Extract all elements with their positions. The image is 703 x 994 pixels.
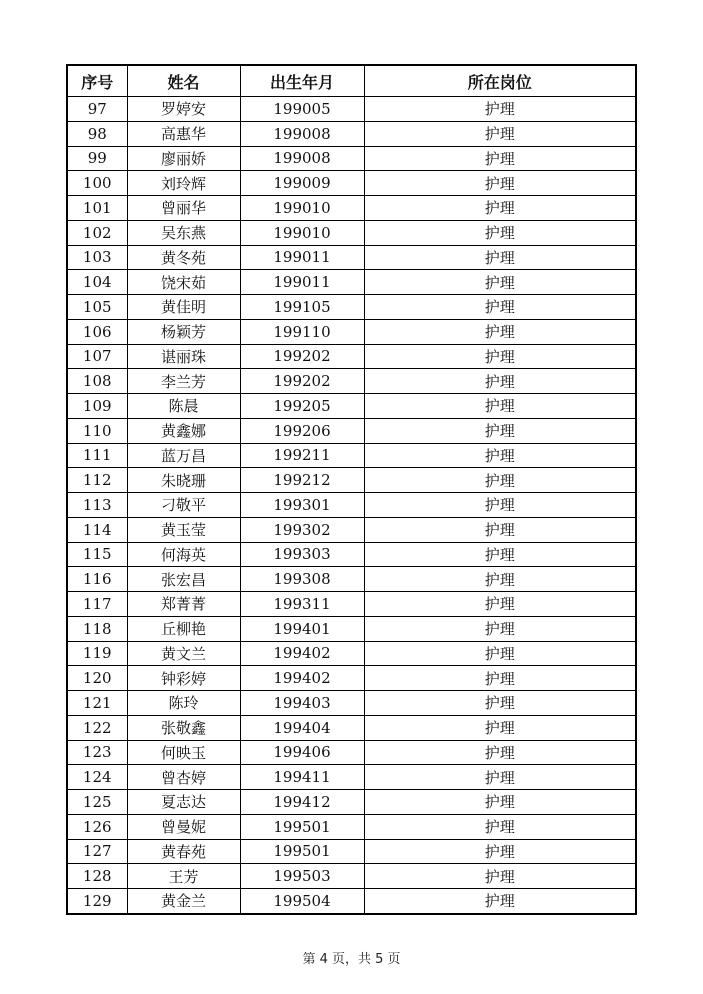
table-row	[67, 369, 636, 394]
position-cell: 护理	[364, 691, 636, 716]
table-row	[67, 715, 636, 740]
name-cell: 何海英	[127, 542, 240, 567]
name-cell: 张敬鑫	[127, 715, 240, 740]
birth-date-cell: 199105	[240, 295, 364, 320]
serial-number-cell: 110	[67, 418, 127, 443]
table-row	[67, 641, 636, 666]
name-cell: 钟彩婷	[127, 666, 240, 691]
position-cell: 护理	[364, 864, 636, 889]
position-cell: 护理	[364, 839, 636, 864]
table-row	[67, 220, 636, 245]
table-row	[67, 468, 636, 493]
name-cell: 陈玲	[127, 691, 240, 716]
table-row	[67, 592, 636, 617]
position-cell: 护理	[364, 418, 636, 443]
position-cell: 护理	[364, 592, 636, 617]
position-cell: 护理	[364, 270, 636, 295]
position-cell: 护理	[364, 889, 636, 914]
serial-number-cell: 129	[67, 889, 127, 914]
position-cell: 护理	[364, 121, 636, 146]
birth-date-cell: 199211	[240, 443, 364, 468]
birth-date-cell: 199110	[240, 319, 364, 344]
page-number: 第 4 页，共 5 页	[302, 952, 401, 967]
serial-number-cell: 104	[67, 270, 127, 295]
table-row	[67, 295, 636, 320]
name-cell: 蓝万昌	[127, 443, 240, 468]
birth-date-cell: 199501	[240, 839, 364, 864]
name-cell: 廖丽娇	[127, 146, 240, 171]
birth-date-cell: 199302	[240, 517, 364, 542]
table-row	[67, 319, 636, 344]
name-cell: 刘玲辉	[127, 171, 240, 196]
name-cell: 高惠华	[127, 121, 240, 146]
table-row	[67, 146, 636, 171]
position-cell: 护理	[364, 517, 636, 542]
birth-date-cell: 199212	[240, 468, 364, 493]
position-cell: 护理	[364, 715, 636, 740]
table-row	[67, 864, 636, 889]
header-cell-serial-number: 序号	[67, 65, 127, 97]
serial-number-cell: 108	[67, 369, 127, 394]
serial-number-cell: 126	[67, 814, 127, 839]
name-cell: 张宏昌	[127, 567, 240, 592]
table-row	[67, 443, 636, 468]
position-cell: 护理	[364, 97, 636, 122]
table-row	[67, 889, 636, 914]
birth-date-cell: 199411	[240, 765, 364, 790]
serial-number-cell: 99	[67, 146, 127, 171]
table-row	[67, 418, 636, 443]
name-cell: 杨颖芳	[127, 319, 240, 344]
birth-date-cell: 199011	[240, 245, 364, 270]
birth-date-cell: 199412	[240, 790, 364, 815]
birth-date-cell: 199009	[240, 171, 364, 196]
name-cell: 黄鑫娜	[127, 418, 240, 443]
position-cell: 护理	[364, 146, 636, 171]
position-cell: 护理	[364, 740, 636, 765]
serial-number-cell: 125	[67, 790, 127, 815]
position-cell: 护理	[364, 468, 636, 493]
serial-number-cell: 100	[67, 171, 127, 196]
serial-number-cell: 103	[67, 245, 127, 270]
serial-number-cell: 127	[67, 839, 127, 864]
table-row	[67, 245, 636, 270]
name-cell: 吴东燕	[127, 220, 240, 245]
position-cell: 护理	[364, 220, 636, 245]
serial-number-cell: 116	[67, 567, 127, 592]
table-row	[67, 691, 636, 716]
serial-number-cell: 114	[67, 517, 127, 542]
table-row	[67, 790, 636, 815]
serial-number-cell: 123	[67, 740, 127, 765]
birth-date-cell: 199404	[240, 715, 364, 740]
birth-date-cell: 199504	[240, 889, 364, 914]
header-row	[67, 65, 636, 97]
table-row	[67, 270, 636, 295]
header-cell-birth-date: 出生年月	[240, 65, 364, 97]
name-cell: 曾杏婷	[127, 765, 240, 790]
serial-number-cell: 113	[67, 493, 127, 518]
name-cell: 夏志达	[127, 790, 240, 815]
serial-number-cell: 124	[67, 765, 127, 790]
name-cell: 谌丽珠	[127, 344, 240, 369]
name-cell: 刁敬平	[127, 493, 240, 518]
serial-number-cell: 102	[67, 220, 127, 245]
serial-number-cell: 109	[67, 394, 127, 419]
birth-date-cell: 199202	[240, 369, 364, 394]
birth-date-cell: 199303	[240, 542, 364, 567]
birth-date-cell: 199403	[240, 691, 364, 716]
position-cell: 护理	[364, 171, 636, 196]
serial-number-cell: 106	[67, 319, 127, 344]
table-body	[67, 97, 636, 914]
position-cell: 护理	[364, 443, 636, 468]
position-cell: 护理	[364, 641, 636, 666]
name-cell: 饶宋茹	[127, 270, 240, 295]
position-cell: 护理	[364, 295, 636, 320]
birth-date-cell: 199202	[240, 344, 364, 369]
name-cell: 黄文兰	[127, 641, 240, 666]
table-row	[67, 616, 636, 641]
name-cell: 王芳	[127, 864, 240, 889]
position-cell: 护理	[364, 369, 636, 394]
serial-number-cell: 101	[67, 196, 127, 221]
position-cell: 护理	[364, 196, 636, 221]
serial-number-cell: 120	[67, 666, 127, 691]
name-cell: 黄冬苑	[127, 245, 240, 270]
position-cell: 护理	[364, 567, 636, 592]
table-row	[67, 493, 636, 518]
serial-number-cell: 98	[67, 121, 127, 146]
birth-date-cell: 199501	[240, 814, 364, 839]
table-row	[67, 394, 636, 419]
name-cell: 曾曼妮	[127, 814, 240, 839]
serial-number-cell: 119	[67, 641, 127, 666]
name-cell: 黄玉莹	[127, 517, 240, 542]
name-cell: 罗婷安	[127, 97, 240, 122]
birth-date-cell: 199402	[240, 666, 364, 691]
table-row	[67, 517, 636, 542]
position-cell: 护理	[364, 765, 636, 790]
name-cell: 李兰芳	[127, 369, 240, 394]
serial-number-cell: 111	[67, 443, 127, 468]
birth-date-cell: 199005	[240, 97, 364, 122]
table-row	[67, 171, 636, 196]
birth-date-cell: 199010	[240, 220, 364, 245]
position-cell: 护理	[364, 245, 636, 270]
birth-date-cell: 199401	[240, 616, 364, 641]
table-row	[67, 765, 636, 790]
position-cell: 护理	[364, 814, 636, 839]
table-row	[67, 839, 636, 864]
birth-date-cell: 199311	[240, 592, 364, 617]
birth-date-cell: 199205	[240, 394, 364, 419]
table-row	[67, 344, 636, 369]
personnel-table	[66, 64, 637, 915]
serial-number-cell: 107	[67, 344, 127, 369]
name-cell: 郑菁菁	[127, 592, 240, 617]
name-cell: 丘柳艳	[127, 616, 240, 641]
table-row	[67, 666, 636, 691]
serial-number-cell: 115	[67, 542, 127, 567]
name-cell: 黄佳明	[127, 295, 240, 320]
serial-number-cell: 128	[67, 864, 127, 889]
table-row	[67, 814, 636, 839]
position-cell: 护理	[364, 666, 636, 691]
table-row	[67, 542, 636, 567]
table-header	[67, 65, 636, 97]
position-cell: 护理	[364, 344, 636, 369]
birth-date-cell: 199008	[240, 121, 364, 146]
birth-date-cell: 199301	[240, 493, 364, 518]
birth-date-cell: 199503	[240, 864, 364, 889]
serial-number-cell: 112	[67, 468, 127, 493]
birth-date-cell: 199011	[240, 270, 364, 295]
position-cell: 护理	[364, 542, 636, 567]
serial-number-cell: 121	[67, 691, 127, 716]
table-row	[67, 567, 636, 592]
serial-number-cell: 122	[67, 715, 127, 740]
birth-date-cell: 199402	[240, 641, 364, 666]
birth-date-cell: 199308	[240, 567, 364, 592]
serial-number-cell: 97	[67, 97, 127, 122]
position-cell: 护理	[364, 394, 636, 419]
name-cell: 朱晓珊	[127, 468, 240, 493]
position-cell: 护理	[364, 319, 636, 344]
serial-number-cell: 118	[67, 616, 127, 641]
serial-number-cell: 117	[67, 592, 127, 617]
position-cell: 护理	[364, 790, 636, 815]
birth-date-cell: 199008	[240, 146, 364, 171]
position-cell: 护理	[364, 493, 636, 518]
name-cell: 曾丽华	[127, 196, 240, 221]
serial-number-cell: 105	[67, 295, 127, 320]
birth-date-cell: 199010	[240, 196, 364, 221]
name-cell: 黄金兰	[127, 889, 240, 914]
name-cell: 何映玉	[127, 740, 240, 765]
table-row	[67, 196, 636, 221]
table-row	[67, 97, 636, 122]
header-cell-name: 姓名	[127, 65, 240, 97]
table-row	[67, 740, 636, 765]
birth-date-cell: 199406	[240, 740, 364, 765]
position-cell: 护理	[364, 616, 636, 641]
name-cell: 黄春苑	[127, 839, 240, 864]
birth-date-cell: 199206	[240, 418, 364, 443]
header-cell-position: 所在岗位	[364, 65, 636, 97]
table-row	[67, 121, 636, 146]
name-cell: 陈晨	[127, 394, 240, 419]
